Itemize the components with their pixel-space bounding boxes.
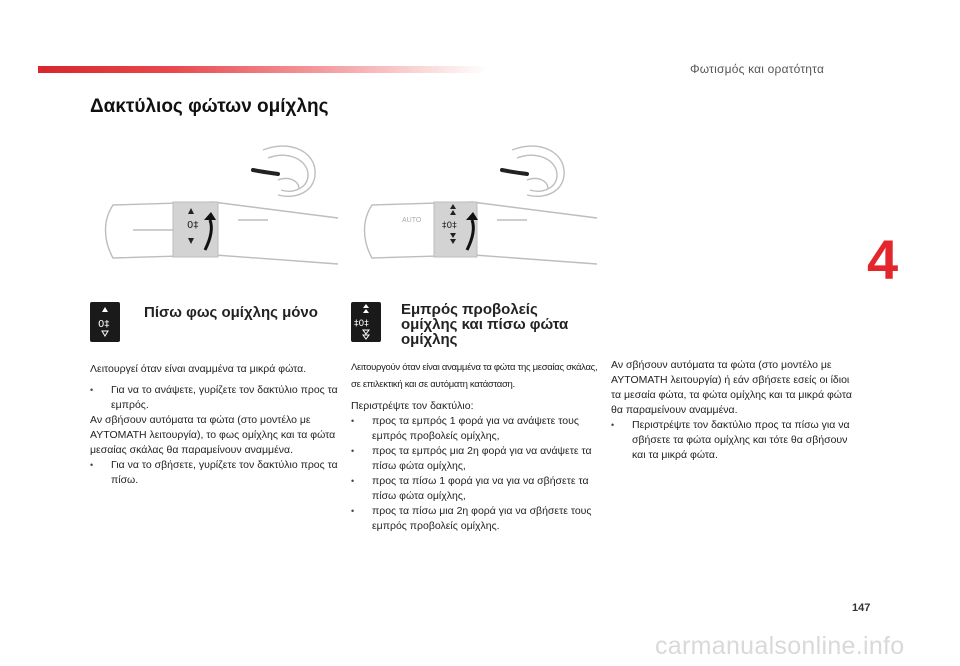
list-item: • Για να το ανάψετε, γυρίζετε τον δακτύλιο προς τα εμπρός.	[90, 384, 338, 411]
fog-ring-illustration-front-rear	[362, 140, 602, 270]
page-title: Δακτύλιος φώτων ομίχλης	[90, 96, 329, 117]
left-intro: Λειτουργεί όταν είναι αναμμένα τα μικρά φώτα.	[90, 363, 307, 375]
left-para: Αν σβήσουν αυτόματα τα φώτα (στο μοντέλο με ΑΥΤΟΜΑΤΗ λειτουργία), το φως ομίχλης και τα φώτα μεσαίας σκάλας θα παραμείνουν αναμμένα.	[90, 414, 336, 456]
fog-ring-illustration-rear	[103, 140, 343, 270]
bullet-marker: •	[90, 460, 94, 470]
right-para: Αν σβήσουν αυτόματα τα φώτα (στο μοντέλο με ΑΥΤΟΜΑΤΗ λειτουργία) ή εάν σβήσετε εσείς οι ίδιοι τα μεσαία φώτα, τα φώτα ομίχλης και τα μικρά φώτα θα παραμείνουν αναμμένα.	[611, 359, 852, 416]
heading-front-rear-fog: Εμπρός προβολείς ομίχλης και πίσω φώτα ομίχλης	[401, 301, 569, 348]
list-item: • προς τα πίσω μια 2η φορά για να σβήσετε τους εμπρός προβολείς ομίχλης.	[351, 505, 592, 532]
column-right	[611, 358, 861, 463]
bullet-marker: •	[611, 420, 615, 430]
page-number: 147	[852, 602, 871, 614]
list-item: • προς τα εμπρός μια 2η φορά για να ανάψετε τα πίσω φώτα ομίχλης,	[351, 445, 592, 472]
heading-rear-fog: Πίσω φως ομίχλης μόνο	[144, 304, 318, 321]
svg-text:‡0‡: ‡0‡	[354, 319, 369, 329]
rear-fog-icon	[90, 302, 120, 342]
middle-intro: Λειτουργούν όταν είναι αναμμένα τα φώτα της μεσαίας σκάλας, σε επιλεκτική και σε αυτόματη κατάσταση.	[351, 362, 598, 390]
front-rear-fog-icon	[351, 302, 381, 342]
list-item: • Περιστρέψτε τον δακτύλιο προς τα πίσω για να σβήσετε τα φώτα ομίχλης και τότε θα σβήσουν και τα μικρά φώτα.	[611, 419, 850, 461]
section-title: Φωτισμός και ορατότητα	[690, 62, 825, 76]
list-item: • προς τα πίσω 1 φορά για να για να σβήσετε τα πίσω φώτα ομίχλης,	[351, 475, 589, 502]
watermark: carmanualsonline.info	[655, 632, 905, 660]
list-item: • Για να το σβήσετε, γυρίζετε τον δακτύλιο προς τα πίσω.	[90, 459, 338, 486]
bullet-marker: •	[90, 385, 94, 395]
auto-label: AUTO	[402, 217, 422, 224]
header-accent-bar	[38, 66, 488, 73]
bullet-marker: •	[351, 506, 355, 516]
bullet-marker: •	[351, 416, 355, 426]
bullet-marker: •	[351, 476, 355, 486]
chapter-number: 4	[867, 228, 899, 291]
svg-text:‡0‡: ‡0‡	[442, 221, 457, 231]
column-middle	[351, 359, 601, 534]
column-left	[90, 362, 340, 488]
svg-text:0‡: 0‡	[98, 319, 110, 330]
svg-text:0‡: 0‡	[187, 220, 199, 231]
list-item: • προς τα εμπρός 1 φορά για να ανάψετε τους εμπρός προβολείς ομίχλης,	[351, 415, 579, 442]
middle-lead: Περιστρέψτε τον δακτύλιο:	[351, 400, 474, 412]
bullet-marker: •	[351, 446, 355, 456]
